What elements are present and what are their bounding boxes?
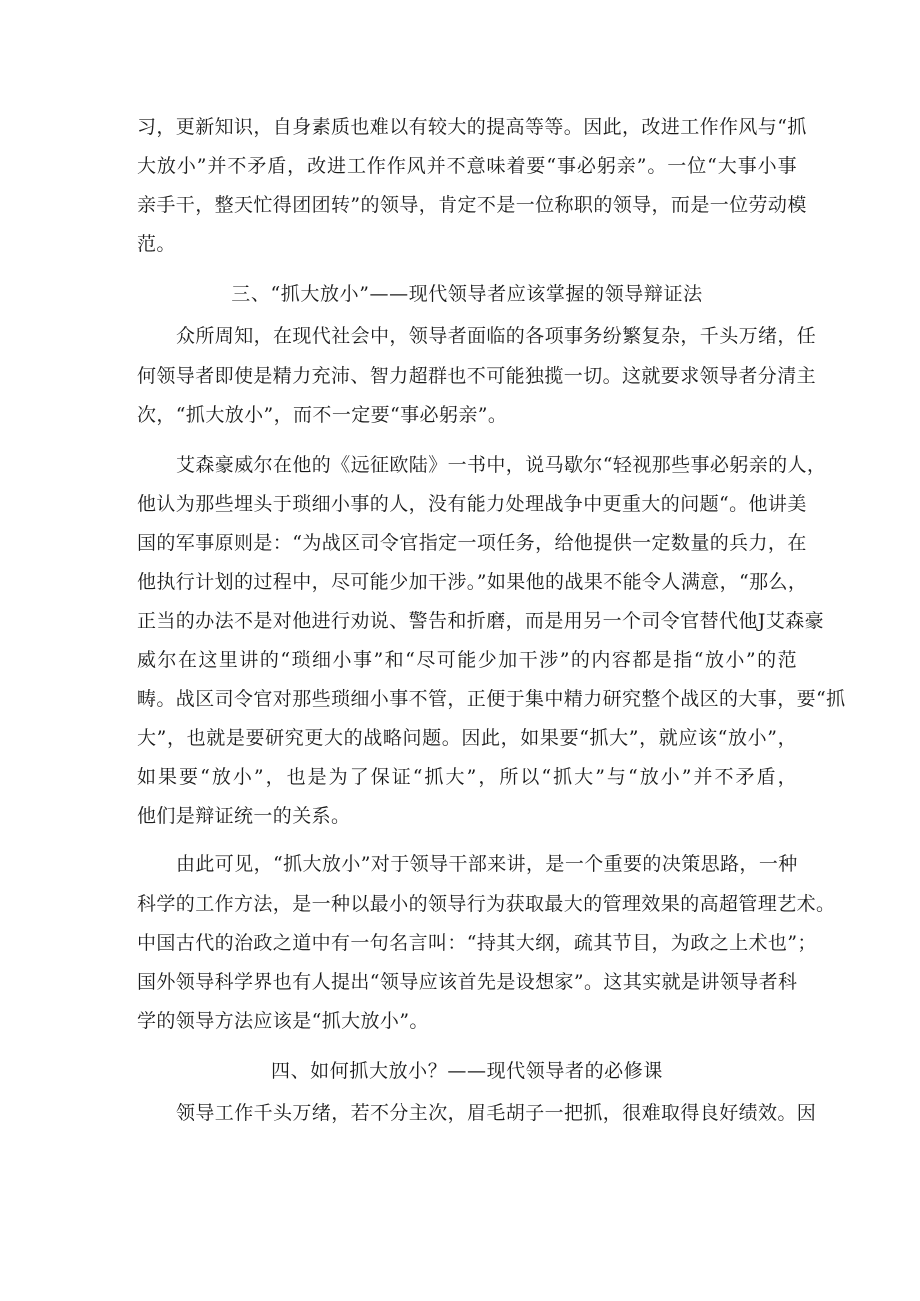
paragraph-line: 何领导者即使是精力充沛、智力超群也不可能独揽一切。这就要求领导者分清主: [137, 365, 817, 387]
paragraph-line: 如果要“放小”，也是为了保证“抓大”，所以“抓大”与“放小”并不矛盾，: [137, 766, 797, 788]
paragraph-line: 中国古代的治政之道中有一句名言叫：“持其大纲，疏其节目，为政之上术也”；: [137, 932, 817, 954]
paragraph-line: 由此可见，“抓大放小”对于领导干部来讲，是一个重要的决策思路，一种: [176, 853, 798, 875]
paragraph-line: 学的领导方法应该是“抓大放小”。: [137, 1010, 429, 1032]
paragraph-line: 次，“抓大放小”，而不一定要“事必躬亲”。: [137, 404, 508, 426]
paragraph-line: 领导工作千头万绪，若不分主次，眉毛胡子一把抓，很难取得良好绩效。因: [176, 1102, 817, 1124]
paragraph-line: 他执行计划的过程中，尽可能少加干涉。”如果他的战果不能令人满意，“那么，: [137, 571, 808, 593]
paragraph-line: 大放小”并不矛盾，改进工作作风并不意味着要“事必躬亲”。一位“大事小事: [137, 155, 797, 177]
section-heading-3: 三、“抓大放小”——现代领导者应该掌握的领导辩证法: [231, 283, 703, 305]
paragraph-line: 习，更新知识，自身素质也难以有较大的提高等等。因此，改进工作作风与“抓: [137, 116, 807, 138]
paragraph-line: 亲手干，整天忙得团团转”的领导，肯定不是一位称职的领导，而是一位劳动模: [137, 194, 807, 216]
paragraph-line: 范。: [137, 233, 176, 255]
paragraph-line: 众所周知，在现代社会中，领导者面临的各项事务纷繁复杂，千头万绪，任: [176, 325, 817, 347]
paragraph-line: 他们是辩证统一的关系。: [137, 805, 351, 827]
paragraph-line: 威尔在这里讲的“琐细小事”和“尽可能少加干涉”的内容都是指“放小”的范: [137, 649, 797, 671]
paragraph-line: 他认为那些埋头于琐细小事的人，没有能力处理战争中更重大的问题“。他讲美: [137, 493, 807, 515]
paragraph-line: 国外领导科学界也有人提出“领导应该首先是设想家”。这其实就是讲领导者科: [137, 971, 798, 993]
paragraph-line: 国的军事原则是：“为战区司令官指定一项任务，给他提供一定数量的兵力，在: [137, 532, 807, 554]
section-heading-4: 四、如何抓大放小？——现代领导者的必修课: [270, 1060, 663, 1082]
paragraph-line: 科学的工作方法，是一种以最小的领导行为获取最大的管理效果的高超管理艺术。: [137, 893, 836, 915]
paragraph-line: 畴。战区司令官对那些琐细小事不管，正便于集中精力研究整个战区的大事，要“抓: [137, 688, 846, 710]
paragraph-line: 正当的办法不是对他进行劝说、警告和折磨，而是用另一个司令官替代他J艾森豪: [137, 610, 825, 632]
paragraph-line: 大”，也就是要研究更大的战略问题。因此，如果要“抓大”，就应该“放小”，: [137, 727, 797, 749]
paragraph-line: 艾森豪威尔在他的《远征欧陆》一书中，说马歇尔“轻视那些事必躬亲的人，: [176, 454, 827, 476]
